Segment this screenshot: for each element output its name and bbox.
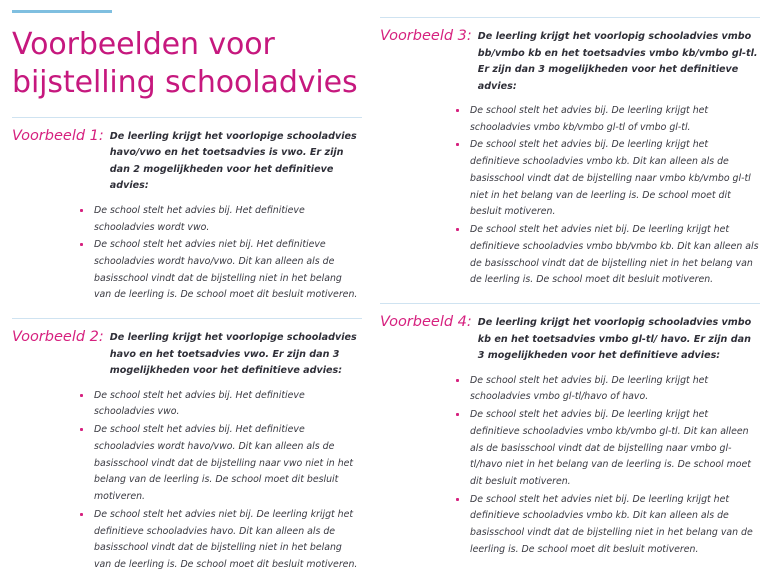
example-heading (380, 26, 760, 95)
list-item (450, 222, 760, 289)
list-item (450, 137, 760, 221)
example-block-4 (380, 312, 760, 559)
bullet-icon (80, 394, 83, 397)
list-item (74, 237, 362, 304)
top-accent-rule (12, 10, 112, 13)
right-column (372, 0, 768, 579)
bullet-icon (456, 498, 459, 501)
list-item-text: De school stelt het advies bij. Het definitieve schooladvies wordt vwo. (94, 204, 305, 233)
bullet-icon (80, 513, 83, 516)
list-item-text: De school stelt het advies bij. Het definitieve schooladvies wordt havo/vwo. Dit kan alleen als de basisschool vindt dat de bijstelling naar vwo niet in het belang van de leerling is. De school moet dit besluit motiveren. (94, 424, 354, 503)
list-item-text: De school stelt het advies niet bij. Het definitieve schooladvies wordt havo/vwo. Dit kan alleen als de basisschool vindt dat de bijstelling niet in het belang van de leerling is. De school moet dit besluit motiveren. (94, 239, 358, 301)
bullet-icon (80, 209, 83, 212)
list-item (450, 373, 760, 406)
example-label: Voorbeeld 1: (12, 127, 104, 144)
list-item (74, 203, 362, 236)
bullet-icon (456, 228, 459, 231)
list-item-text: De school stelt het advies niet bij. De leerling krijgt het definitieve schooladvies vmbo kb. Dit kan alleen als de basisschool vindt dat de bijstelling niet in het belang van de leerling is. De school moet dit besluit motiveren. (470, 493, 753, 555)
example-label: Voorbeeld 2: (12, 329, 104, 346)
example-label: Voorbeeld 3: (380, 28, 472, 44)
bullet-icon (456, 109, 459, 112)
example-block-3 (380, 26, 760, 289)
bullet-icon (80, 428, 83, 431)
list-item (450, 103, 760, 136)
example-intro: De leerling krijgt het voorlopige schooladvies havo/vwo en het toetsadvies is vwo. Er zijn dan 2 mogelijkheden voor het definitieve advies: (109, 130, 357, 192)
example-intro: De leerling krijgt het voorlopig schooladvies vmbo bb/vmbo kb en het toetsadvies vmbo kb/vmbo gl-tl. Er zijn dan 3 mogelijkheden voor het definitieve advies: (477, 31, 758, 92)
example-heading (380, 312, 760, 365)
section-divider (380, 303, 760, 304)
list-item-text: De school stelt het advies bij. De leerling krijgt het schooladvies vmbo kb/vmbo gl-tl of vmbo gl-tl. (470, 105, 709, 133)
list-item-text: De school stelt het advies bij. Het definitieve schooladvies vwo. (94, 389, 305, 418)
list-item (74, 507, 362, 574)
list-item (74, 422, 362, 506)
example-intro: De leerling krijgt het voorlopig schooladvies vmbo kb en het toetsadvies vmbo gl-tl/ havo. Er zijn dan 3 mogelijkheden voor het definitieve advies: (477, 317, 752, 362)
bullet-icon (456, 143, 459, 146)
section-divider (12, 117, 362, 118)
bullet-icon (80, 243, 83, 246)
bullet-icon (456, 413, 459, 416)
list-item-text: De school stelt het advies niet bij. De leerling krijgt het definitieve schooladvies havo. Dit kan alleen als de basisschool vindt dat de bijstelling niet in het belang van de leerling is. De school moet dit besluit motiveren. (94, 508, 358, 571)
example-bullet-list (450, 103, 760, 289)
list-item (74, 388, 362, 421)
section-divider (380, 17, 760, 18)
list-item-text: De school stelt het advies niet bij. De leerling krijgt het definitieve schooladvies vmbo bb/vmbo kb. Dit kan alleen als de basisschool vindt dat de bijstelling niet in het belang van de leerling is. De school moet dit besluit motiveren. (470, 224, 759, 286)
list-item (450, 492, 760, 559)
section-divider (12, 318, 362, 319)
example-bullet-list (450, 373, 760, 559)
example-heading (12, 126, 362, 195)
example-intro: De leerling krijgt het voorlopige schooladvies havo en het toetsadvies vwo. Er zijn dan 3 mogelijkheden voor het definitieve advies: (109, 332, 357, 377)
example-label: Voorbeeld 4: (380, 314, 472, 331)
example-bullet-list (74, 203, 362, 304)
page-title: Voorbeelden voor bijstelling schooladvies (12, 27, 358, 101)
example-heading (12, 327, 362, 380)
bullet-icon (456, 379, 459, 382)
example-bullet-list (74, 388, 362, 574)
left-column (0, 0, 372, 579)
list-item (450, 407, 760, 491)
list-item-text: De school stelt het advies bij. De leerling krijgt het definitieve schooladvies vmbo kb/vmbo gl-tl. Dit kan alleen als de basisschool vindt dat de bijstelling naar vmbo gl-tl/havo niet in het belang van de leerling is. De school moet dit besluit motiveren. (470, 409, 751, 487)
list-item-text: De school stelt het advies bij. De leerling krijgt het definitieve schooladvies vmbo kb. Dit kan alleen als de basisschool vindt dat de bijstelling naar vmbo kb/vmbo gl-tl niet in het belang van de leerling is. De school moet dit besluit motiveren. (470, 139, 751, 218)
example-block-1 (12, 126, 362, 304)
example-block-2 (12, 327, 362, 574)
list-item-text: De school stelt het advies bij. De leerling krijgt het schooladvies vmbo gl-tl/havo of havo. (470, 374, 709, 403)
